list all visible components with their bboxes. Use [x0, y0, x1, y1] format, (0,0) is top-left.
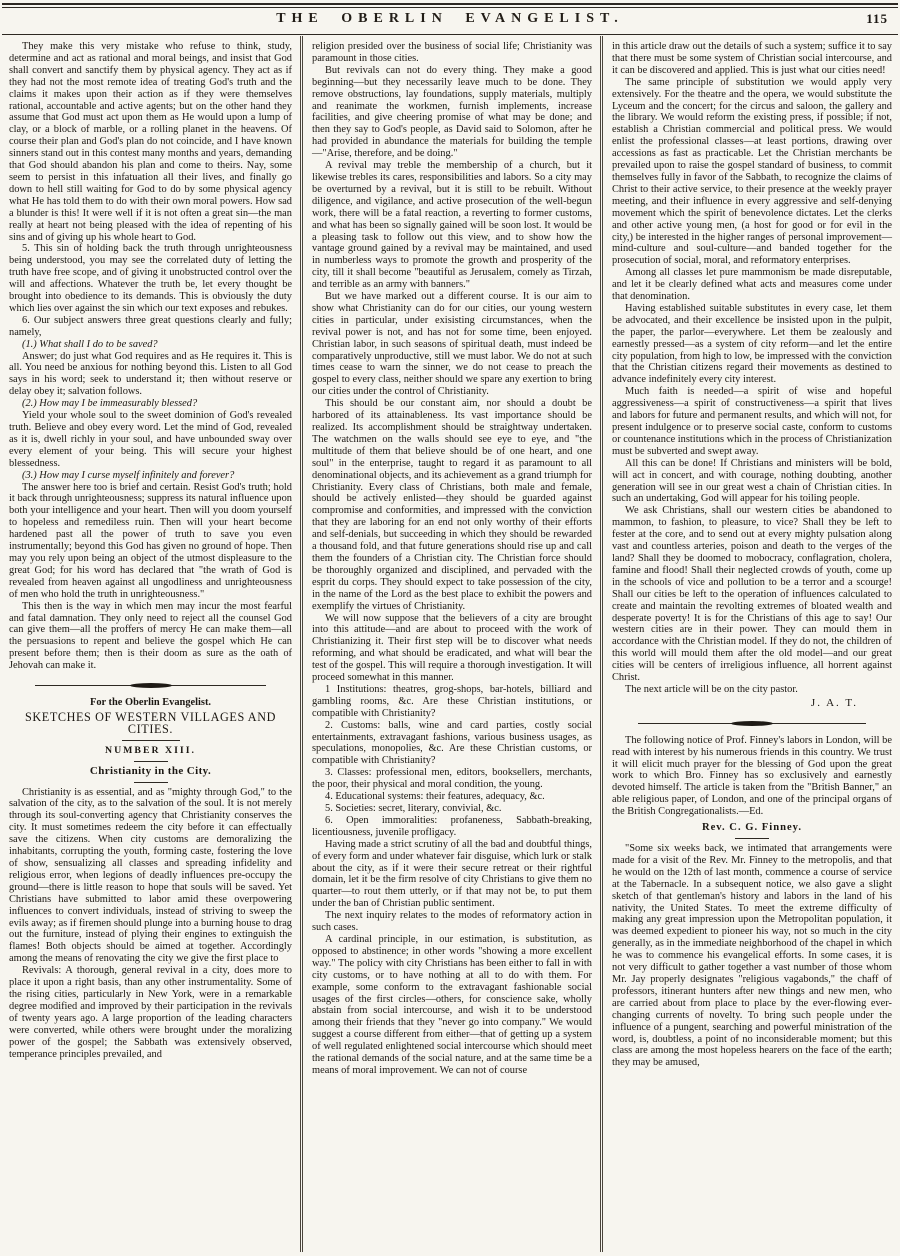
mini-rule [122, 740, 180, 741]
header-bottom-rule [2, 34, 898, 35]
mini-rule [134, 761, 168, 762]
article-paragraph: The same principle of substitution we would apply very extensively. For the theatre and the opera, we would substitute the Lyceum and the concert; for the circus and saloon, the gallery and the library. We would reform the existing press, if possible; if not, establish a Christian commercial and political press. We would enlist the professional classes—at least portions, drawing over accessions as fast as practicable. Let the Christian merchants be prevailed upon to raise the gospel standard of business, to commit themselves fully in favor of the Sabbath, to recognize the claims of Christ to their active service, to their presence at the weekly prayer meeting, and their influence in every aggressive and self-denying movement which the spirit of benevolence dictates. Let the clerks and other active young men, (a host for good or for evil in the city,) be interested in the higher ranges of personal improvement—mind-culture and soul-culture—and banded together for the prosecution of social, moral, and reformatory enterprises. [612, 76, 892, 267]
signature: J. A. T. [810, 696, 858, 709]
article-paragraph: "Some six weeks back, we intimated that arrangements were made for a visit of the Rev. Mr. Finney to the metropolis, and that he would on the 12th of last month, commence a course of service at the Tabernacle. In a subsequent notice, we also gave a slight sketch of that gentleman's history and labors in the land of his nativity, the United States. To meet the extreme difficulty of making any great impression upon the Metropolitan population, it was deemed expedient to pioneer his way, not so much in the city generally, as in the immediate neighborhood of the chapel in which he was to commence his evangelical efforts. In some cases, it is not very difficult to gather together a vast number of those whom Mr. Jay properly designates "religious vagabonds," the chaff of professors, itinerant hunters after new things and new men, who are carried about from place to place by the ever-flowing ever-changing currents of novelty. To bring such people under the influence of a pungent, searching and powerful ministration of the word, is, doubtless, a point of no inconsiderable moment; but this class are among the most hopeless hearers on the face of the earth; they may be amused, [612, 843, 892, 1069]
numbered-item: 3. Classes: professional men, editors, booksellers, merchants, the poor, their physical and moral condition, the young. [312, 767, 592, 791]
article-paragraph: We will now suppose that the believers of a city are brought into this attitude—and are about to proceed with the work of Christianizing it. Their first step will be to discover what needs reforming, and what should be eradicated, and what will bear the test of the gospel. This will require a thorough investigation. It will proceed somewhat in this manner. [312, 612, 592, 684]
numbered-item: 2. Customs: balls, wine and card parties, costly social entertainments, extravagant fashions, various business usages, as speculations, monopolies, &c. Are these Christian customs, or compatible with Christianity? [312, 719, 592, 767]
series-number: NUMBER XIII. [105, 744, 196, 756]
page-number: 115 [866, 11, 888, 26]
article-paragraph: Revivals: A thorough, general revival in a city, does more to place it upon a right basis, than any other instrumentality. Some of the rising cities, particularly in New York, were in a remarkable degree modified and improved by their participation in the revivals of twenty years ago. A large proportion of the leading characters were converted, while others were brought under the moralizing power of the gospel; the Sabbath was extensively observed, temperance principles prevailed, and [9, 965, 292, 1060]
article-paragraph: Having made a strict scrutiny of all the bad and doubtful things, of every form and under whatever fair disguise, which lurk or stalk about the city, as if it were their secure retreat or their rightful domain, let it be the firm resolve of city Christians to give them no quarter—to rout them utterly, or if that may not be, to put them under the ban of Christian public sentiment. [312, 838, 592, 910]
article-paragraph: Much faith is needed—a spirit of wise and hopeful aggressiveness—a spirit of constructiveness—a spirit that lives and labors for future and permanent results, and which will not, for present indulgence or to preserve social caste, conform to customs or countenance institutions which in the process of Christianization must be subverted and swept away. [612, 386, 892, 457]
article-paragraph: The answer here too is brief and certain. Resist God's truth; hold it back through unrighteousness; suppress its natural influence upon both your intelligence and your heart. Then will you doom yourself to hopeless and remediless ruin. Then will your heart become hardened past all the power of truth to save you even instrumentally; beyond this God has given no ground of hope. Then may you rely upon being an object of the utmost displeasure to the great God; for his word has declared that "the wrath of God is revealed from heaven against all ungodliness and unrighteousness of men who hold the truth in unrighteousness." [9, 481, 292, 600]
article-paragraph: A cardinal principle, in our estimation, is substitution, as opposed to abstinence; in other words "showing a more excellent way." The policy with city Christians has been either to fall in with city customs, or to have nothing at all to do with them. For example, some conform to the extravagant fashionable social usages of the first circles—others, for conscience sake, wholly abstain from social intercourse, and wish it to be understood among their friends that they "never go into company." We would suggest a course different from either—that of getting up a system of well regulated enlightened social intercourse which should meet the rational demands of the social nature, and at the same time be a means of moral improvement. We can not of course [312, 933, 592, 1076]
article-paragraph: But revivals can not do every thing. They make a good beginning—but they necessarily leave much to be done. They remove obstructions, lay foundations, supply materials, multiply and reanimate the workmen, furnish implements, increase facilities, and give cheering promise of what may be done; and then they say to God's people, as David said to Solomon, after he had provided in abundance the materials for building the temple—"Arise, therefore, and be doing." [312, 64, 592, 160]
mini-rule [735, 838, 769, 839]
article-paragraph: The next article will be on the city pastor. [625, 683, 798, 695]
ornament-divider [35, 681, 266, 690]
article-paragraph: We ask Christians, shall our western cities be abandoned to mammon, to fashion, to pleasure, to vice? Shall they be left to fester at the core, and to send out at every mighty pulsation along vast and countless arteries, poison and death to the verges of the land? Shall they be doomed to mobocracy, conflagration, cholera, famine and flood! Shall their neglected crowds of youth, come up in the schools of vice and pollution to be a terror and a scourge! Shall our cities be left to the operation of influences calculated to create and maintain the revolting extremes of bloated wealth and desperate poverty! It is for the Christians of this age to say! Our western cities are in their power. They can mould them in accordance with the Christian model. If they do not, the children of this world will mould them after the old model—and our great cities will be centers of irreligious influence, all horrent against Christ. [612, 505, 892, 684]
article-paragraph: This then is the way in which men may incur the most fearful and fatal damnation. They only need to reject all the counsel God can give them—all the proffers of mercy He can make them—all the persuasions to repent and believe the gospel which He can present before them; then is their doom as sure as the oath of Jehovah can make it. [9, 600, 292, 672]
column-1 [0, 36, 300, 1252]
numbered-item: 6. Open immoralities: profaneness, Sabbath-breaking, licentiousness, juvenile profligacy. [312, 814, 592, 838]
question-line: (2.) How may I be immeasurably blessed? [22, 398, 198, 410]
article-paragraph: Christianity is as essential, and as "mighty through God," to the salvation of the city, as to the salvation of the soul. It is not merely through its soul-converting agency that Christianity conserves the city. It must sometimes redeem the city before it can effectually save the citizens. When city customs are demoralizing the inhabitants, corrupting the youth, forming caste, fostering the love of show, sensualizing all classes and spreading infidelity and religious error, when legions of deadly influences pre-occupy the ground—there is little reason to hope that souls will be saved. Yet Christians have submitted to labor amid these overpowering influences to convert individuals, instead of striving to sweep the evils away; as if firemen should plunge into a burning house to drag out the furniture, instead of plying their engines to extinguish the flames! Both objects should be aimed at together. Accordingly among the means of renovating the city we give the first place to [9, 786, 292, 965]
question-line: (1.) What shall I do to be saved? [22, 338, 158, 350]
article-paragraph-continuation: in this article draw out the details of such a system; suffice it to say that there must be some system of Christian social intercourse, and it can be discovered and applied. This is just what our cities need! [612, 41, 892, 76]
article-paragraph: Answer; do just what God requires and as He requires it. This is all. You need be anxious for nothing beyond this. Listen to all God says in his word; seek to understand it; then without reserve or delay obey it; salvation follows. [9, 350, 292, 398]
column-layout [0, 36, 900, 1252]
article-paragraph: They make this very mistake who refuse to think, study, determine and act as rational and moral beings, and insist that God shall convert and sanctify them by physical agency. They act as if they had not the most remote idea of treating God's truth and the claims it makes upon their action as if they were themselves rational, accountable and active agents; but on the other hand they assume that God must act upon them as He would upon a lump of clay, or a block of marble, or a rolling planet in the heavens. Of course their plan and God's plan do not coincide, and I have known sinners stand out in this contest many months and years, demanding that God should abandon his plan and come to theirs. Nay, some seem to persist in this infatuation all their lives, and finally go down to hell still waiting for God to do by some physical agency what He has told them to do with their own moral powers. How sad a blunder is this! It were well if it is not often a great sin—the man really at heart not being pleased with the idea of repenting of his sins and of giving up his whole heart to God. [9, 41, 292, 243]
mini-rule [134, 782, 168, 783]
page-header [0, 8, 900, 32]
numbered-item: 4. Educational systems: their features, adequacy, &c. [325, 791, 545, 803]
numbered-item: 5. Societies: secret, literary, convivial, &c. [325, 803, 502, 814]
numbered-item: 1 Institutions: theatres, grog-shops, bar-hotels, billiard and gambling rooms, &c. Are these Christian institutions, or compatible with Christianity? [312, 683, 592, 719]
article-paragraph: A revival may treble the membership of a church, but it likewise trebles its cares, responsibilities and labors. So a city may be overturned by a revival, but it is still to be rebuilt. Without diligence, and vigilance, and active prosecution of the well-begun work, there will be a fatal reaction, a reverting to former customs, and what has been so signally gained will be soon lost. It would be a pleasing task to follow out this view, and to show how the vantage ground gained by a revival may be maintained, and used in numberless ways to promote the growth and prosperity of the city, till it shall become "beautiful as Jerusalem, comely as Tirzah, and terrible as an army with banners." [312, 160, 592, 291]
masthead-title: THE OBERLIN EVANGELIST. [276, 11, 624, 26]
finney-heading: Rev. C. G. Finney. [701, 822, 803, 834]
article-paragraph: All this can be done! If Christians and ministers will be bold, will act in concert, and with courage, nothing doubting, another generation will see in our great west a chain of Christian cities. In such an undertaking, God will appear for his toiling people. [612, 457, 892, 505]
series-title: SKETCHES OF WESTERN VILLAGES AND CITIES. [25, 709, 276, 736]
article-paragraph: 5. This sin of holding back the truth through unrighteousness being understood, you may see the correlated duty of letting the truth have free scope, and of giving it unobstructed control over the will and affections. Whatever the truth be, let every thought be brought into obedience to its demands. This is obviously the duty which lies over against the sin which our text exposes and rebukes. [9, 243, 292, 314]
article-paragraph: But we have marked out a different course. It is our aim to show what Christianity can do for our cities, our young western cities in particular, under exisisting circumstances, when the revival power is not, and has not for some time, been enjoyed. Christian labor, in such seasons of spiritual death, must indeed be comparatively unproductive, still we must labor. We do not at such times cease to warn the sinner, we do not cease to preach the gospel to every class, neither should we spare any exertion to bring our cities under the control of Christianity. [312, 291, 592, 398]
article-paragraph: This should be our constant aim, nor should a doubt be harbored of its attainableness. Its vast importance should be realized. Its accomplishment should be straightway undertaken. The watchmen on the walls should see eye to eye, and "the multitude of them that believe should be of one heart, and one soul" in the enterprise, taught to regard it as paramount to all denominational objects, and its achievement as a grand triumph for Christianity. Every class of Christians, both male and female, should be actively enlisted—they should be guarded against compromise and conformities, and impressed with the conviction that they are laboring for an end not only worthy of their efforts and self-denials, but succeeding in which they should be rewarded a thousand fold, and that future generations should rise up and call them the founders of a Christian city. The Christian force should be thoroughly organized and disciplined, and pervaded with the esprit du corps. They should expect to take possession of the city, in the name of the Lord as the best place to exhibit the powers and exemplify the virtues of Christianity. [312, 398, 592, 612]
article-paragraph: 6. Our subject answers three great questions clearly and fully; namely, [9, 314, 292, 338]
top-rule-thick [2, 3, 898, 5]
article-paragraph: Yield your whole soul to the sweet dominion of God's revealed truth. Believe and obey every word. Let the mind of God, revealed as it is, dwell richly in your soul, and have unbounded sway over every element of your being. This will secure your highest blessedness. [9, 410, 292, 469]
editor-note: The following notice of Prof. Finney's labors in London, will be read with interest by his numerous friends in this country. We trust it will elicit much prayer for the blessing of God upon the great work to which Bro. Finney has so exclusively and earnestly devoted himself. The article is taken from the "British Banner," an able religious paper, of London, and one of the principal organs of the British Congregationalists.—Ed. [612, 734, 892, 818]
article-paragraph: Among all classes let pure mammonism be made disreputable, and let it be clearly defined what acts and measures come under that denomination. [612, 267, 892, 303]
column-3 [600, 36, 900, 1252]
ornament-divider [638, 719, 866, 728]
article-paragraph: Having established suitable substitutes in every case, let them be advocated, and their excellence be insisted upon in the pulpit, the paper, the parlor—everywhere. Let them be zealously and earnestly pressed—as a system of city reform—and let the entire city population, from high to low, be impressed with the conviction that the Christian citizens regard their movements as destined to advance indefinitely every city interest. [612, 302, 892, 386]
article-kicker: For the Oberlin Evangelist. [89, 697, 212, 709]
article-paragraph: The next inquiry relates to the modes of reformatory action in such cases. [312, 910, 592, 934]
question-line: (3.) How may I curse myself infinitely and forever? [22, 469, 235, 481]
chapter-title: Christianity in the City. [89, 764, 212, 777]
column-2 [300, 36, 600, 1252]
article-paragraph-continuation: religion presided over the business of social life; Christianity was paramount in those cities. [312, 41, 592, 64]
